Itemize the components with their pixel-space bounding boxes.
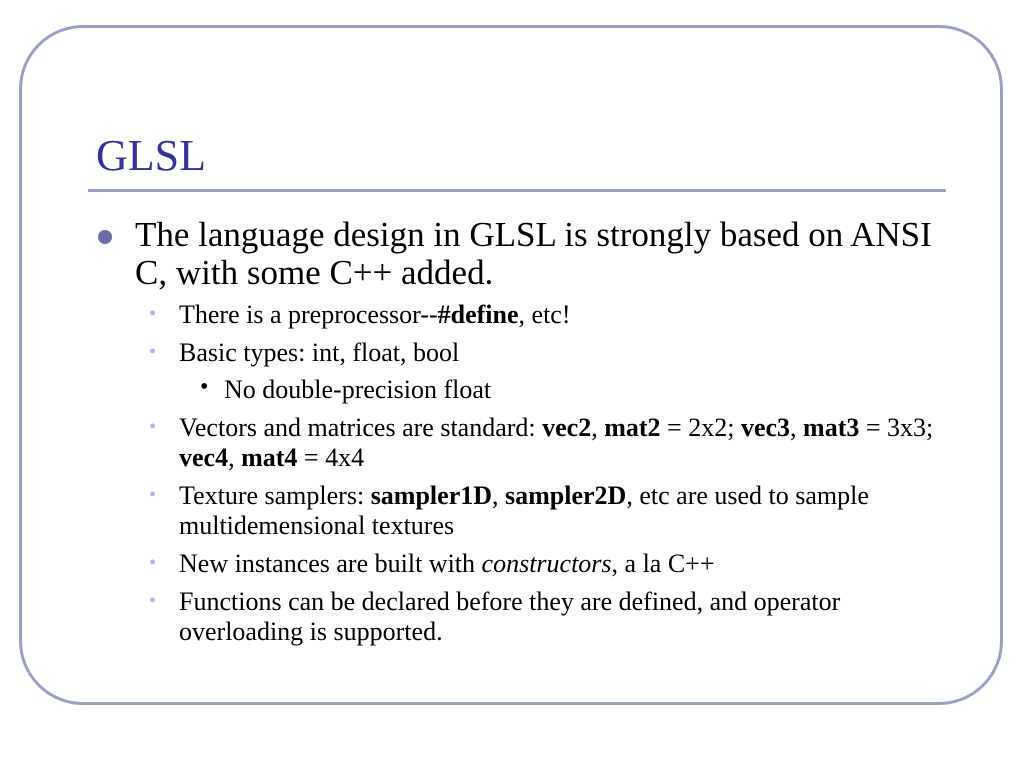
keyword: mat4 — [241, 443, 298, 472]
sub-bullet-icon: • — [149, 341, 157, 363]
sub-sub-bullet-icon: • — [200, 374, 209, 400]
keyword: vec4 — [179, 443, 229, 472]
keyword: vec3 — [740, 413, 791, 442]
bullet-no-double: No double-precision float — [224, 375, 492, 404]
emphasis: constructors — [481, 549, 612, 578]
slide-title: GLSL — [96, 131, 206, 180]
sub-bullet-icon: • — [149, 303, 157, 325]
keyword: sampler2D — [505, 481, 627, 510]
text: Texture samplers: — [179, 481, 371, 510]
keyword-define: #define — [437, 300, 519, 329]
main-bullet-icon — [98, 230, 112, 244]
keyword: vec2 — [542, 413, 592, 442]
text: = 2x2; — [660, 413, 741, 442]
bullet-functions: Functions can be declared before they are defined, and operator overloading is supported. — [179, 587, 841, 646]
sub-bullet-icon: • — [149, 484, 157, 506]
text: , — [790, 413, 804, 442]
sub-bullet-icon: • — [149, 590, 157, 612]
bullet-basic-types: Basic types: int, float, bool — [179, 338, 460, 367]
text: , etc! — [518, 300, 571, 329]
bullet-texture-samplers — [179, 481, 939, 541]
text: , a la C++ — [611, 549, 715, 578]
main-bullet-text: The language design in GLSL is strongly based on ANSI C, with some C++ added. — [135, 215, 932, 292]
keyword: mat2 — [604, 413, 661, 442]
text: , — [591, 413, 605, 442]
keyword: sampler1D — [370, 481, 493, 510]
text: = 3x3; — [859, 413, 934, 442]
title-divider — [88, 189, 946, 192]
bullet-constructors — [179, 549, 939, 579]
text: , — [228, 443, 242, 472]
text: New instances are built with — [179, 549, 482, 578]
text: Vectors and matrices are standard: — [179, 413, 543, 442]
bullet-preprocessor — [179, 300, 939, 330]
text: = 4x4 — [297, 443, 365, 472]
text: , — [492, 481, 506, 510]
sub-bullet-icon: • — [149, 416, 157, 438]
text: There is a preprocessor-- — [179, 300, 438, 329]
keyword: mat3 — [803, 413, 860, 442]
text: , etc are used to sample multidemensional textures — [179, 481, 869, 540]
bullet-vectors-matrices — [179, 413, 939, 473]
sub-bullet-icon: • — [149, 552, 157, 574]
